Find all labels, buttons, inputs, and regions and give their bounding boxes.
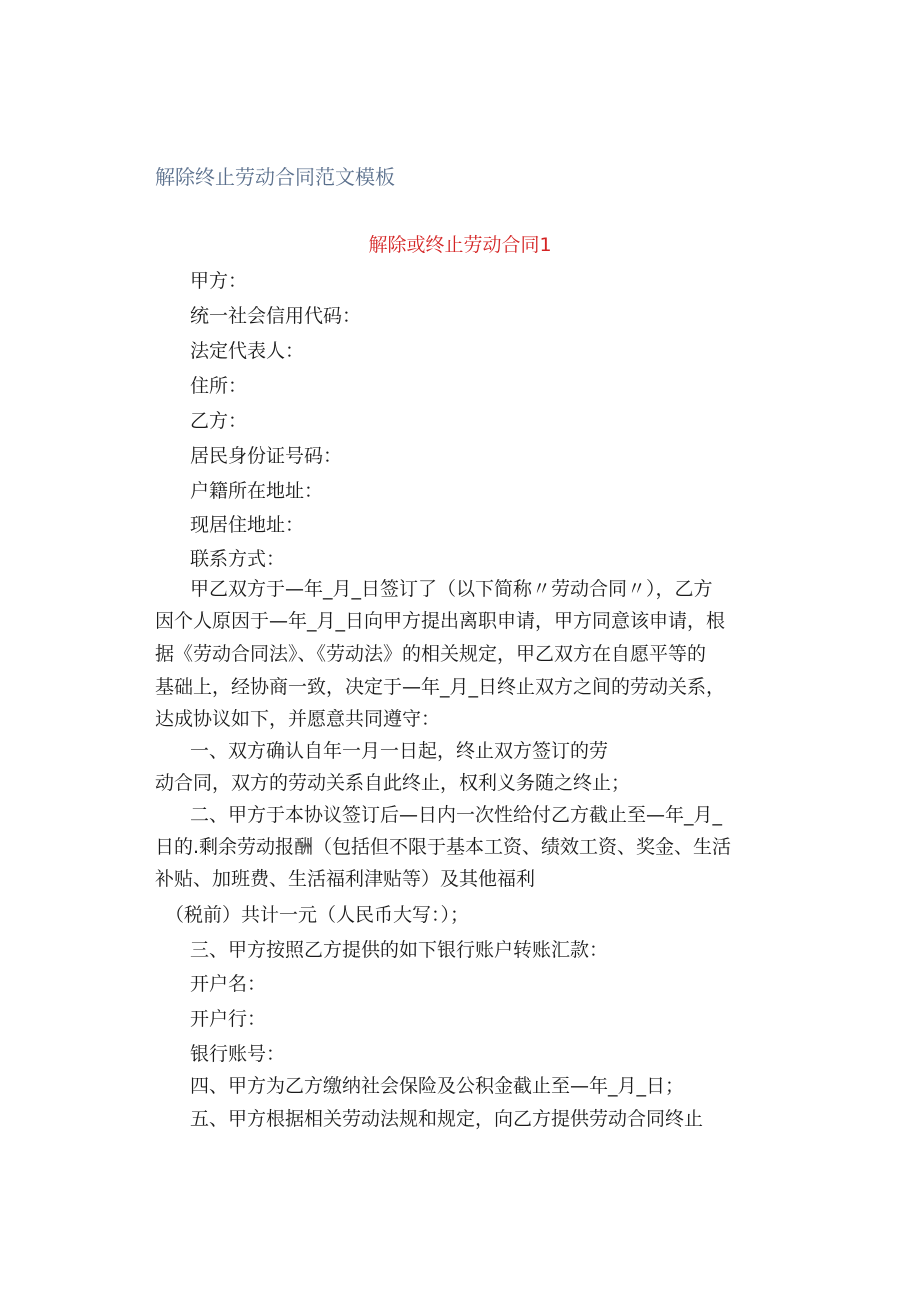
clause-2-line: （税前）共计一元（人民币大写：）； [165, 904, 470, 926]
clause-2-line: 日的.剩余劳动报酬（包括但不限于基本工资、绩效工资、奖金、生活 [155, 836, 732, 858]
field-credit-code: 统一社会信用代码： [190, 305, 362, 327]
clause-5: 五、甲方根据相关劳动法规和规定，向乙方提供劳动合同终止 [190, 1108, 704, 1130]
field-current-address: 现居住地址： [190, 514, 305, 536]
field-id-number: 居民身份证号码： [190, 445, 343, 467]
field-household-address: 户籍所在地址： [190, 480, 324, 502]
preamble-line: 据《劳动合同法》、《劳动法》的相关规定，甲乙双方在自愿平等的 [155, 643, 707, 665]
bank-account-number: 银行账号： [190, 1043, 286, 1065]
field-party-a: 甲方： [190, 270, 248, 292]
field-contact: 联系方式： [190, 548, 286, 570]
preamble-line: 甲乙双方于—年_月_日签订了（以下简称〃劳动合同〃），乙方 [190, 578, 713, 600]
bank-account-name: 开户名： [190, 973, 267, 995]
clause-2-line: 补贴、加班费、生活福利津贴等）及其他福利 [155, 868, 536, 890]
clause-4: 四、甲方为乙方缴纳社会保险及公积金截止至—年_月_日； [190, 1075, 685, 1097]
section-title: 解除或终止劳动合同1 [368, 234, 552, 256]
preamble-line: 因个人原因于—年_月_日向甲方提出离职申请，甲方同意该申请，根 [155, 610, 726, 632]
preamble-line: 达成协议如下，并愿意共同遵守： [155, 708, 441, 730]
clause-1-line: 一、双方确认自年一月一日起，终止双方签订的劳 [190, 740, 609, 762]
field-party-b: 乙方： [190, 410, 248, 432]
clause-2-line: 二、甲方于本协议签订后—日内一次性给付乙方截止至—年_月_ [190, 804, 723, 826]
bank-name: 开户行： [190, 1008, 267, 1030]
field-address: 住所： [190, 375, 248, 397]
clause-1-line: 动合同，双方的劳动关系自此终止，权利义务随之终止； [155, 772, 631, 794]
clause-3: 三、甲方按照乙方提供的如下银行账户转账汇款： [190, 939, 609, 961]
preamble-line: 基础上，经协商一致，决定于—年_月_日终止双方之间的劳动关系， [155, 676, 726, 698]
document-title: 解除终止劳动合同范文模板 [155, 165, 395, 189]
field-legal-rep: 法定代表人： [190, 340, 305, 362]
